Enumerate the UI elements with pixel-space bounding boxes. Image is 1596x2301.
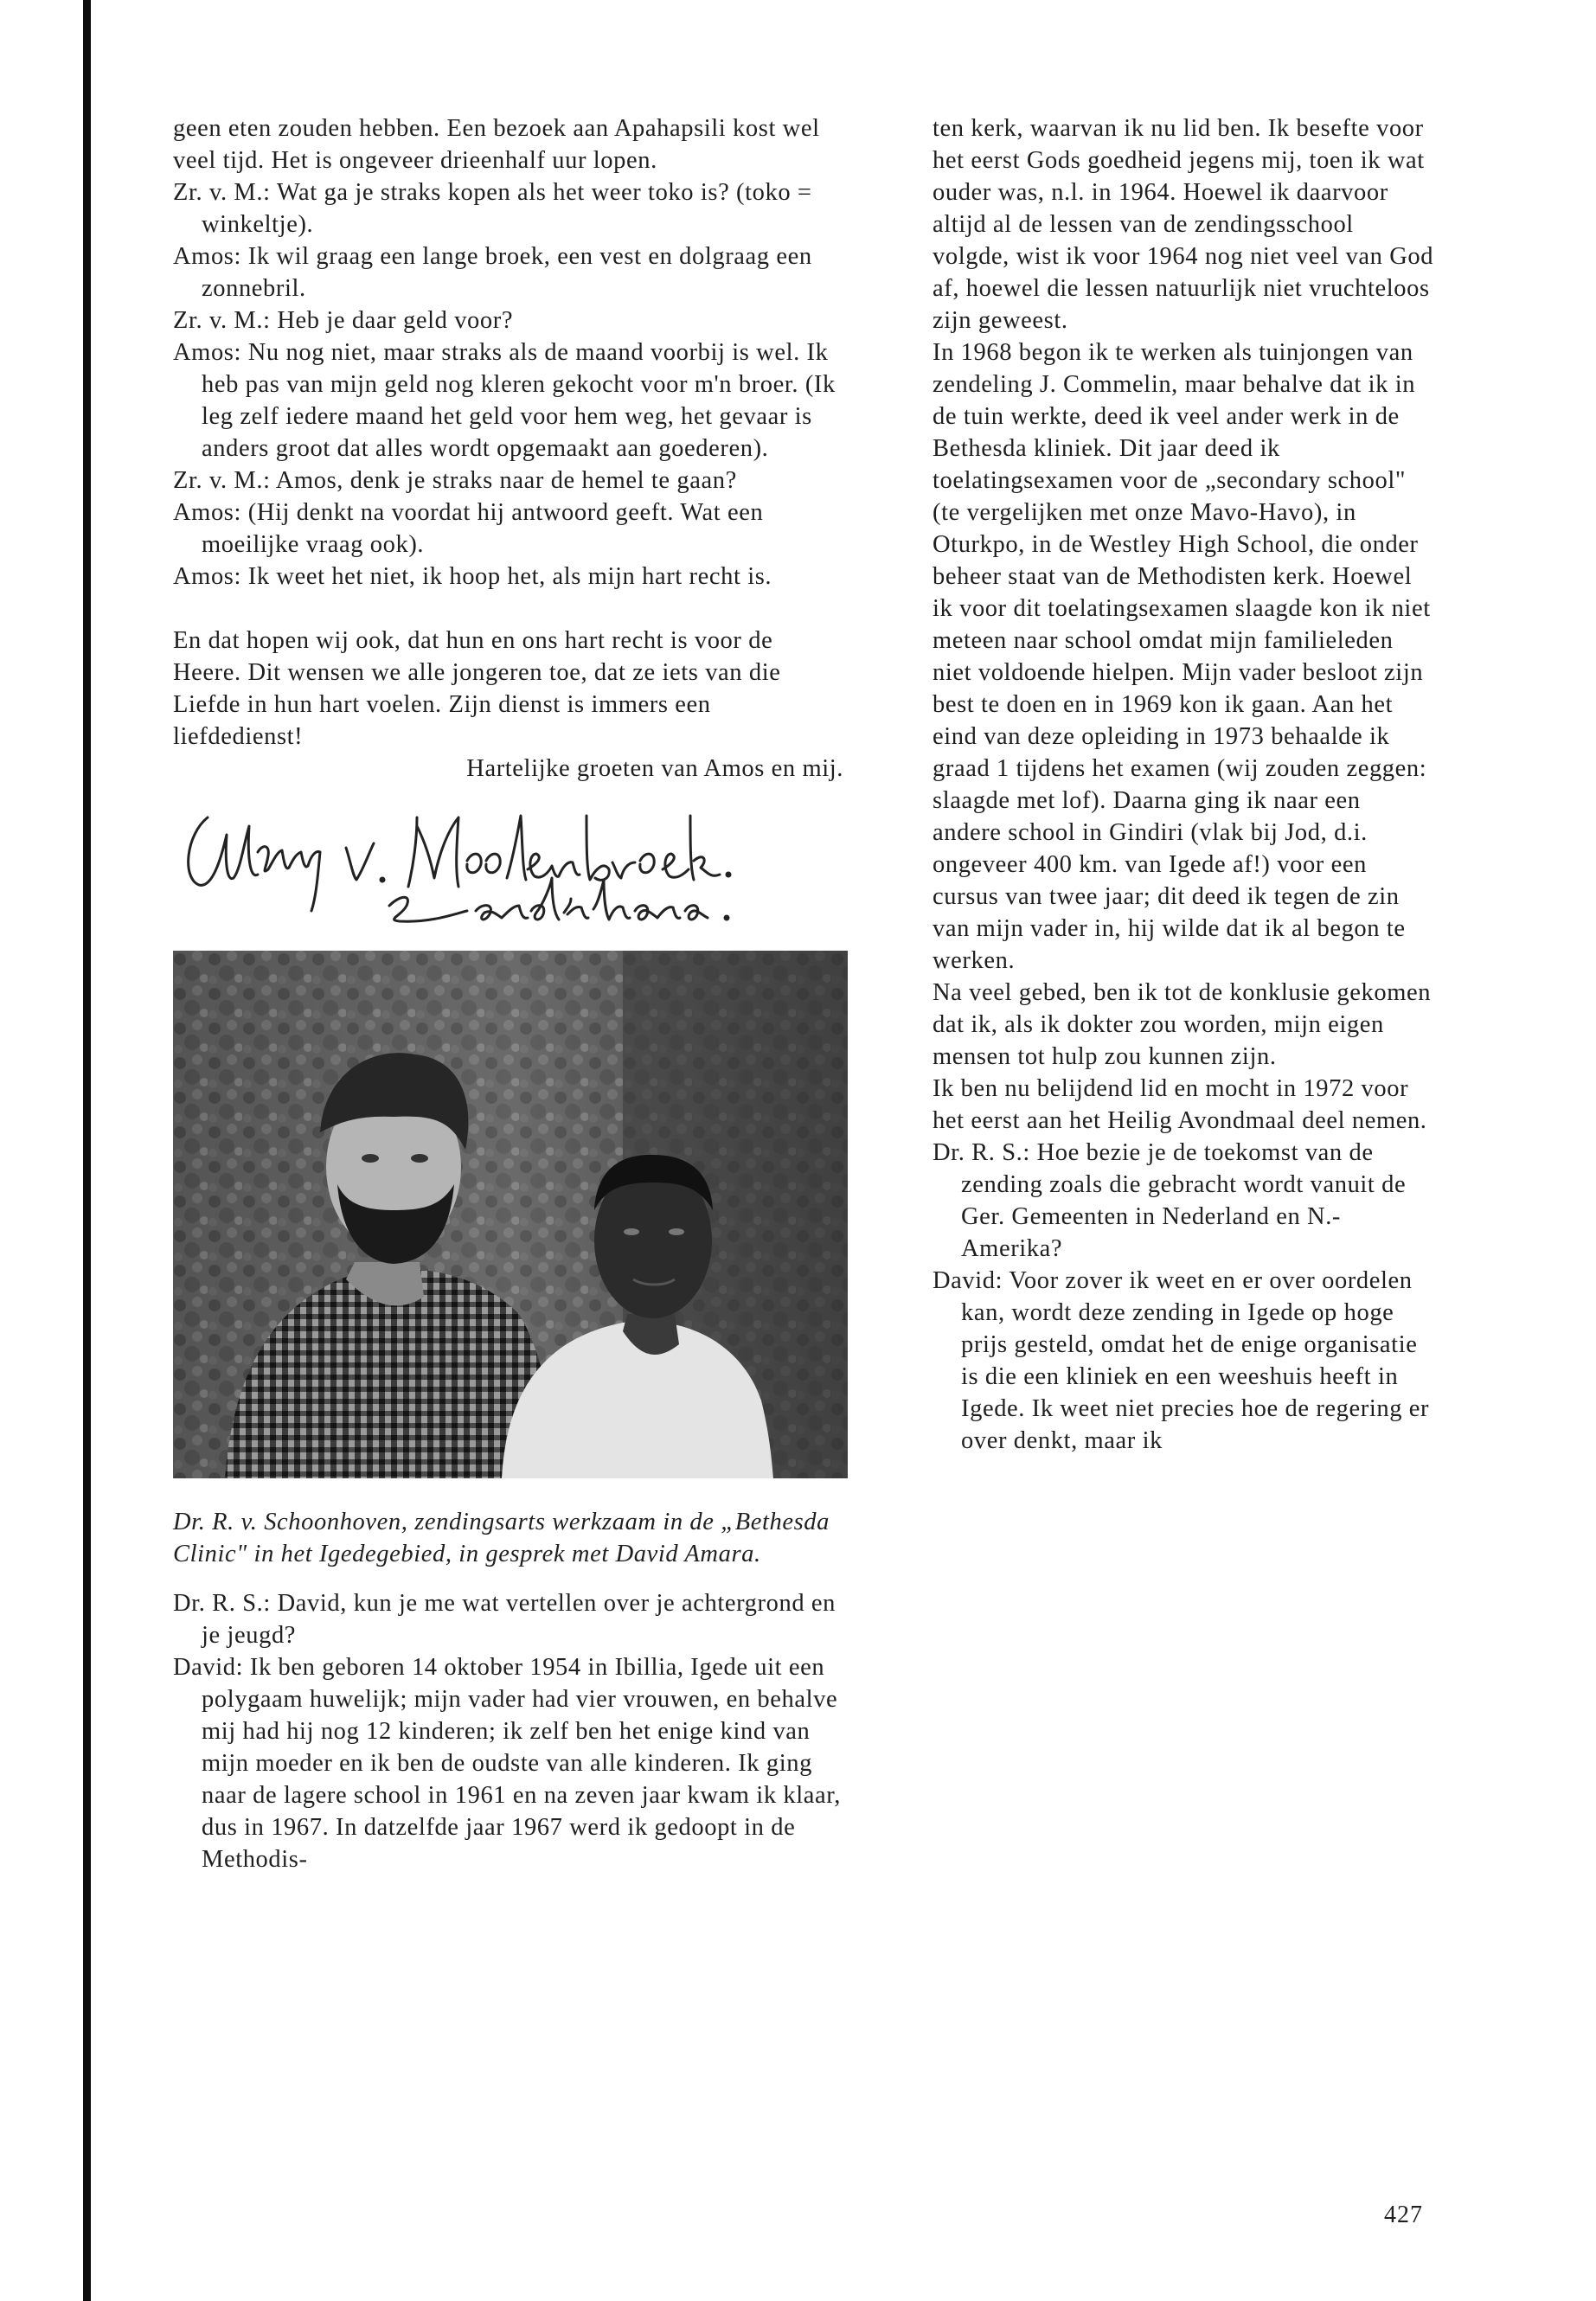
left-column [173, 112, 843, 1875]
dialogue-line: Zr. v. M.: Heb je daar geld voor? [173, 307, 514, 334]
photo-caption: Dr. R. v. Schoonhoven, zendingsarts werkzaam in de „Bethesda Clinic" in het Igedegebied, in gesprek met David Amara. [173, 1509, 830, 1567]
dialogue-line: Amos: Ik weet het niet, ik hoop het, als mijn hart recht is. [173, 563, 772, 590]
page-number: 427 [1384, 2202, 1423, 2228]
dialogue-line: Amos: Ik wil graag een lange broek, een vest en dolgraag een zonnebril. [173, 243, 812, 302]
interview-question: Dr. R. S.: David, kun je me wat vertellen over je achtergrond en je jeugd? [173, 1590, 836, 1649]
interview-answer: David: Voor zover ik weet en er over oordelen kan, wordt deze zending in Igede op hoge prijs gesteld, omdat het de enige organisatie is die een kliniek en een weeshuis heeft in Igede. Ik weet niet precies hoe de regering er over denkt, maar ik [933, 1267, 1430, 1454]
page-edge-line [83, 0, 91, 2301]
text-paragraph: ten kerk, waarvan ik nu lid ben. Ik besefte voor het eerst Gods goedheid jegens mij, toen ik wat ouder was, n.l. in 1964. Hoewel ik daarvoor altijd al de lessen van de zendingsschool volgde, wist ik voor 1964 nog niet veel van God af, hoewel die lessen natuurlijk niet vruchteloos zijn geweest. [933, 115, 1434, 334]
dialogue-line: Amos: (Hij denkt na voordat hij antwoord geeft. Wat een moeilijke vraag ook). [173, 499, 764, 558]
text-paragraph: In 1968 begon ik te werken als tuinjongen van zendeling J. Commelin, maar behalve dat ik in de tuin werkte, deed ik veel ander werk in de Bethesda kliniek. Dit jaar deed ik toelatingsexamen voor de „secondary school" (te vergelijken met onze Mavo-Havo), in Oturkpo, in de Westley High School, die onder beheer staat van de Methodisten kerk. Hoewel ik voor dit toelatingsexamen slaagde kon ik niet meteen naar school omdat mijn familieleden niet voldoende hielpen. Mijn vader besloot zijn best te doen en in 1969 kon ik gaan. Aan het eind van deze opleiding in 1973 behaalde ik graad 1 tijdens het examen (wij zouden zeggen: slaagde met lof). Daarna ging ik naar een andere school in Gindiri (vlak bij Jod, d.i. ongeveer 400 km. van Igede af!) voor een cursus van twee jaar; dit deed ik tegen de zin van mijn vader in, hij wilde dat ik al begon te werken. [933, 339, 1431, 974]
handwritten-signature [173, 800, 830, 930]
text-paragraph: Na veel gebed, ben ik tot de konklusie gekomen dat ik, als ik dokter zou worden, mijn eigen mensen tot hulp zou kunnen zijn. [933, 979, 1432, 1070]
dialogue-line: Zr. v. M.: Amos, denk je straks naar de hemel te gaan? [173, 467, 737, 494]
closing-paragraph: En dat hopen wij ook, dat hun en ons hart recht is voor de Heere. Dit wensen we alle jongeren toe, dat ze iets van die Liefde in hun hart voelen. Zijn dienst is immers een liefdedienst! [173, 627, 781, 750]
dialogue-line: Amos: Nu nog niet, maar straks als de maand voorbij is wel. Ik heb pas van mijn geld nog kleren gekocht voor m'n broer. (Ik leg zelf iedere maand het geld voor hem weg, het gevaar is anders groot dat alles wordt opgemaakt aan goederen). [173, 339, 836, 462]
text-paragraph: Ik ben nu belijdend lid en mocht in 1972 voor het eerst aan het Heilig Avondmaal deel nemen. [933, 1075, 1427, 1134]
interview-answer: David: Ik ben geboren 14 oktober 1954 in Ibillia, Igede uit een polygaam huwelijk; mijn vader had vier vrouwen, en behalve mij had hij nog 12 kinderen; ik zelf ben het enige kind van mijn moeder en ik ben de oudste van alle kinderen. Ik ging naar de lagere school in 1961 en na zeven jaar kwam ik klaar, dus in 1967. In datzelfde jaar 1967 werd ik gedoopt in de Methodis- [173, 1654, 841, 1873]
signoff-line: Hartelijke groeten van Amos en mij. [466, 755, 843, 782]
dialogue-line: Zr. v. M.: Wat ga je straks kopen als het weer toko is? (toko = winkeltje). [173, 179, 812, 238]
right-column [933, 112, 1434, 1457]
photo-dr-and-david [173, 951, 848, 1478]
text-paragraph: geen eten zouden hebben. Een bezoek aan Apahapsili kost wel veel tijd. Het is ongeveer drieenhalf uur lopen. [173, 115, 820, 174]
interview-question: Dr. R. S.: Hoe bezie je de toekomst van de zending zoals die gebracht wordt vanuit de Ger. Gemeenten in Nederland en N.-Amerika? [933, 1139, 1407, 1262]
